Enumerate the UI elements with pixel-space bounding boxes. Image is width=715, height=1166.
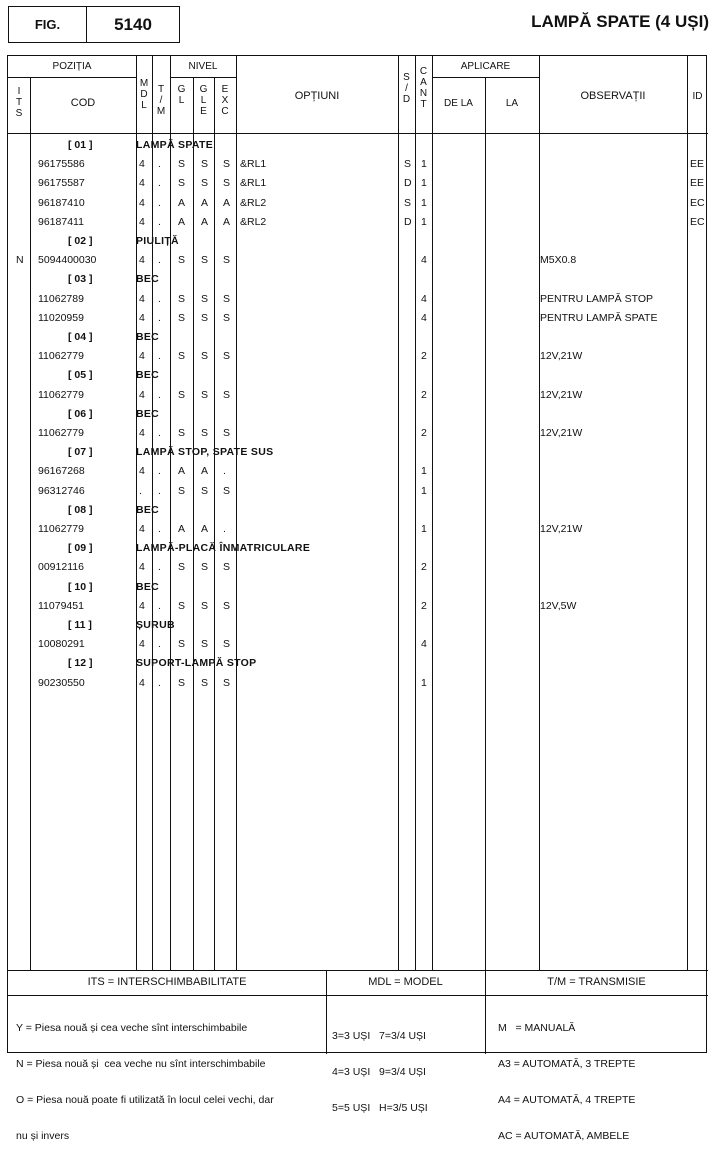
gle-cell: S xyxy=(201,561,209,574)
section-number: [ 01 ] xyxy=(68,139,93,151)
tm-cell: . xyxy=(158,638,161,651)
mdl-cell: 4 xyxy=(139,254,145,267)
observation-cell: PENTRU LAMPĂ SPATE xyxy=(540,311,658,324)
exc-cell: S xyxy=(223,638,231,651)
exc-cell: S xyxy=(223,350,231,363)
gl-cell: A xyxy=(178,523,186,535)
sd-cell: S xyxy=(404,196,412,209)
mdl-cell: . xyxy=(139,484,142,497)
option-cell: &RL1 xyxy=(240,177,267,190)
section-number: [ 09 ] xyxy=(68,542,93,555)
tm-cell: . xyxy=(158,177,161,190)
section-number: [ 03 ] xyxy=(68,273,93,286)
tm-cell: . xyxy=(158,599,161,612)
parts-table xyxy=(7,55,707,1142)
gl-cell: S xyxy=(178,158,186,171)
its-cell: N xyxy=(16,254,24,267)
tm-cell: . xyxy=(158,158,161,171)
observation-cell: 12V,21W xyxy=(540,350,583,363)
mdl-cell: 4 xyxy=(139,523,145,535)
exc-cell: S xyxy=(223,292,231,305)
section-number: [ 02 ] xyxy=(68,235,93,247)
section-name: BEC xyxy=(136,407,160,420)
mdl-cell: 4 xyxy=(139,215,145,228)
section-header-row xyxy=(8,443,708,462)
gl-cell: S xyxy=(178,676,186,689)
quantity-cell: 2 xyxy=(421,561,427,574)
table-row xyxy=(8,213,708,232)
exc-cell: S xyxy=(223,561,231,574)
tm-cell: . xyxy=(158,676,161,689)
header-optiuni: OPȚIUNI xyxy=(294,90,340,102)
header-cod: COD xyxy=(70,97,96,109)
part-code: 11062779 xyxy=(38,388,84,401)
table-row xyxy=(8,309,708,328)
section-name: PIULIȚĂ xyxy=(136,235,179,247)
gle-cell: S xyxy=(201,177,209,190)
gle-cell: S xyxy=(201,254,209,267)
quantity-cell: 4 xyxy=(421,638,427,651)
gl-cell: S xyxy=(178,599,186,612)
header-id: ID xyxy=(692,91,703,102)
sd-cell: D xyxy=(404,177,412,190)
exc-cell: S xyxy=(223,254,231,267)
section-name: BEC xyxy=(136,369,160,382)
table-row xyxy=(8,462,708,481)
gle-cell: S xyxy=(201,350,209,363)
tm-cell: . xyxy=(158,523,161,535)
legend-mdl-text: 3=3 UȘI 7=3/4 UȘI 4=3 UȘI 9=3/4 UȘI 5=5 UȘI H=3/5 UȘI xyxy=(332,1030,428,1114)
gle-cell: S xyxy=(201,638,209,651)
legend-tm-title: T/M = TRANSMISIE xyxy=(547,976,646,988)
legend-tm-text: M = MANUALĂ A3 = AUTOMATĂ, 3 TREPTE A4 = AUTOMATĂ, 4 TREPTE AC = AUTOMATĂ, AMBELE xyxy=(498,1022,636,1142)
mdl-cell: 4 xyxy=(139,465,145,478)
observation-cell: 12V,21W xyxy=(540,427,583,439)
tm-cell: . xyxy=(158,215,161,228)
table-row xyxy=(8,635,708,654)
legend-mdl-title: MDL = MODEL xyxy=(368,976,443,988)
legend-its-text: Y = Piesa nouă și cea veche sînt interschimbabile N = Piesa nouă și cea veche nu sînt interschimbabile O = Piesa nouă poate fi utilizată în locul celei vechi, dar nu și invers xyxy=(16,1022,274,1142)
part-code: 11062789 xyxy=(38,292,84,305)
gle-cell: S xyxy=(201,311,209,324)
header-gl: G L xyxy=(177,84,186,106)
part-code: 10080291 xyxy=(38,638,85,651)
mdl-cell: 4 xyxy=(139,177,145,190)
gle-cell: S xyxy=(201,388,209,401)
table-row xyxy=(8,251,708,270)
id-cell: EE xyxy=(690,177,705,190)
observation-cell: 12V,21W xyxy=(540,523,583,535)
part-code: 11062779 xyxy=(38,427,84,439)
mdl-cell: 4 xyxy=(139,676,145,689)
header-mdl: M D L xyxy=(139,78,149,111)
observation-cell: 12V,21W xyxy=(540,388,583,401)
section-name: BEC xyxy=(136,503,160,516)
header-aplicare: APLICARE xyxy=(460,61,511,72)
section-header-row xyxy=(8,366,708,385)
exc-cell: S xyxy=(223,676,231,689)
gle-cell: S xyxy=(201,484,209,497)
exc-cell: S xyxy=(223,388,231,401)
tm-cell: . xyxy=(158,427,161,439)
mdl-cell: 4 xyxy=(139,350,145,363)
section-header-row xyxy=(8,539,708,558)
part-code: 11062779 xyxy=(38,523,84,535)
gle-cell: A xyxy=(201,215,209,228)
part-code: 96167268 xyxy=(38,465,85,478)
sd-cell: S xyxy=(404,158,412,171)
tm-cell: . xyxy=(158,561,161,574)
header-nivel: NIVEL xyxy=(188,61,218,72)
quantity-cell: 1 xyxy=(421,215,427,228)
quantity-cell: 4 xyxy=(421,254,427,267)
part-code: 96187410 xyxy=(38,196,85,209)
section-name: ȘURUB xyxy=(136,619,175,631)
sd-cell: D xyxy=(404,215,412,228)
section-number: [ 07 ] xyxy=(68,446,93,459)
gl-cell: S xyxy=(178,484,186,497)
gle-cell: S xyxy=(201,676,209,689)
gl-cell: A xyxy=(178,465,186,478)
exc-cell: S xyxy=(223,311,231,324)
section-header-row xyxy=(8,405,708,424)
part-code: 11062779 xyxy=(38,350,84,363)
part-code: 90230550 xyxy=(38,676,85,689)
section-name: BEC xyxy=(136,331,160,343)
observation-cell: M5X0.8 xyxy=(540,254,577,267)
header-la: LA xyxy=(505,98,519,109)
exc-cell: . xyxy=(223,523,226,535)
gl-cell: S xyxy=(178,561,186,574)
figure-box xyxy=(8,6,180,43)
quantity-cell: 1 xyxy=(421,676,427,689)
section-number: [ 08 ] xyxy=(68,503,93,516)
mdl-cell: 4 xyxy=(139,599,145,612)
section-number: [ 04 ] xyxy=(68,331,93,343)
section-name: BEC xyxy=(136,273,160,286)
section-number: [ 05 ] xyxy=(68,369,93,382)
gl-cell: S xyxy=(178,350,186,363)
table-row xyxy=(8,347,708,366)
exc-cell: S xyxy=(223,484,231,497)
section-header-row xyxy=(8,501,708,520)
part-code: 96175587 xyxy=(38,177,85,190)
section-name: LAMPĂ SPATE xyxy=(136,139,213,151)
table-row xyxy=(8,520,708,539)
fig-number: 5140 xyxy=(114,14,152,34)
gle-cell: A xyxy=(201,523,209,535)
gl-cell: S xyxy=(178,177,186,190)
mdl-cell: 4 xyxy=(139,158,145,171)
part-code: 5094400030 xyxy=(38,254,97,267)
table-row xyxy=(8,194,708,213)
gl-cell: A xyxy=(178,215,186,228)
section-name: SUPORT-LAMPĂ STOP xyxy=(136,657,257,670)
tm-cell: . xyxy=(158,484,161,497)
header-sd: S / D xyxy=(402,72,411,105)
section-header-row xyxy=(8,616,708,635)
table-row xyxy=(8,597,708,616)
exc-cell: S xyxy=(223,427,231,439)
table-row xyxy=(8,174,708,193)
table-row xyxy=(8,424,708,443)
gle-cell: S xyxy=(201,158,209,171)
quantity-cell: 1 xyxy=(421,484,427,497)
tm-cell: . xyxy=(158,465,161,478)
section-header-row xyxy=(8,328,708,347)
section-number: [ 10 ] xyxy=(68,580,93,593)
gl-cell: S xyxy=(178,311,186,324)
exc-cell: A xyxy=(223,196,231,209)
quantity-cell: 2 xyxy=(421,427,427,439)
quantity-cell: 4 xyxy=(421,311,427,324)
part-code: 11079451 xyxy=(38,599,84,612)
header-pozitia: POZIȚIA xyxy=(52,61,92,72)
mdl-cell: 4 xyxy=(139,311,145,324)
section-header-row xyxy=(8,654,708,673)
table-row xyxy=(8,558,708,577)
mdl-cell: 4 xyxy=(139,427,145,439)
gl-cell: S xyxy=(178,292,186,305)
header-cant: C A N T xyxy=(419,66,428,110)
option-cell: &RL2 xyxy=(240,196,267,209)
id-cell: EC xyxy=(690,215,705,228)
gle-cell: S xyxy=(201,292,209,305)
header-tm: T / M xyxy=(156,84,166,117)
mdl-cell: 4 xyxy=(139,292,145,305)
quantity-cell: 1 xyxy=(421,158,427,171)
tm-cell: . xyxy=(158,311,161,324)
quantity-cell: 2 xyxy=(421,599,427,612)
section-header-row xyxy=(8,578,708,597)
table-row xyxy=(8,674,708,693)
part-code: 96187411 xyxy=(38,215,84,228)
table-row xyxy=(8,386,708,405)
mdl-cell: 4 xyxy=(139,638,145,651)
gle-cell: A xyxy=(201,465,209,478)
mdl-cell: 4 xyxy=(139,388,145,401)
tm-cell: . xyxy=(158,350,161,363)
quantity-cell: 2 xyxy=(421,388,427,401)
header-de-la: DE LA xyxy=(444,98,473,109)
quantity-cell: 1 xyxy=(421,465,427,478)
header-observatii: OBSERVAȚII xyxy=(580,90,646,102)
section-name: LAMPĂ-PLACĂ ÎNMATRICULARE xyxy=(136,542,311,555)
option-cell: &RL2 xyxy=(240,215,267,228)
quantity-cell: 4 xyxy=(421,292,427,305)
quantity-cell: 1 xyxy=(421,196,427,209)
tm-cell: . xyxy=(158,196,161,209)
table-row xyxy=(8,482,708,501)
id-cell: EE xyxy=(690,158,705,171)
option-cell: &RL1 xyxy=(240,158,267,171)
mdl-cell: 4 xyxy=(139,561,145,574)
page-title: LAMPĂ SPATE (4 UȘI) xyxy=(531,12,709,31)
exc-cell: . xyxy=(223,465,226,478)
gl-cell: S xyxy=(178,388,186,401)
quantity-cell: 1 xyxy=(421,523,427,535)
section-header-row xyxy=(8,136,708,155)
id-cell: EC xyxy=(690,196,705,209)
part-code: 11020959 xyxy=(38,311,84,324)
part-code: 00912116 xyxy=(38,561,84,574)
exc-cell: A xyxy=(223,215,231,228)
gle-cell: A xyxy=(201,196,209,209)
tm-cell: . xyxy=(158,254,161,267)
header-exc: E X C xyxy=(221,84,229,117)
gle-cell: S xyxy=(201,599,209,612)
header-gle: G L E xyxy=(199,84,208,117)
gl-cell: A xyxy=(178,196,186,209)
quantity-cell: 1 xyxy=(421,177,427,190)
part-code: 96175586 xyxy=(38,158,85,171)
section-header-row xyxy=(8,232,708,251)
section-name: BEC xyxy=(136,580,160,593)
section-name: LAMPĂ STOP, SPATE SUS xyxy=(136,446,274,459)
gl-cell: S xyxy=(178,638,186,651)
section-number: [ 06 ] xyxy=(68,407,93,420)
header-its: I T S xyxy=(15,86,23,119)
observation-cell: 12V,5W xyxy=(540,599,577,612)
table-row xyxy=(8,290,708,309)
exc-cell: S xyxy=(223,177,231,190)
part-code: 96312746 xyxy=(38,484,85,497)
quantity-cell: 2 xyxy=(421,350,427,363)
gl-cell: S xyxy=(178,254,186,267)
section-header-row xyxy=(8,270,708,289)
gle-cell: S xyxy=(201,427,209,439)
section-number: [ 11 ] xyxy=(68,619,92,631)
tm-cell: . xyxy=(158,292,161,305)
gl-cell: S xyxy=(178,427,186,439)
table-row xyxy=(8,155,708,174)
exc-cell: S xyxy=(223,158,231,171)
exc-cell: S xyxy=(223,599,231,612)
observation-cell: PENTRU LAMPĂ STOP xyxy=(540,292,653,305)
mdl-cell: 4 xyxy=(139,196,145,209)
tm-cell: . xyxy=(158,388,161,401)
legend-its-title: ITS = INTERSCHIMBABILITATE xyxy=(87,976,247,988)
section-number: [ 12 ] xyxy=(68,657,93,670)
fig-label: FIG. xyxy=(9,7,87,42)
